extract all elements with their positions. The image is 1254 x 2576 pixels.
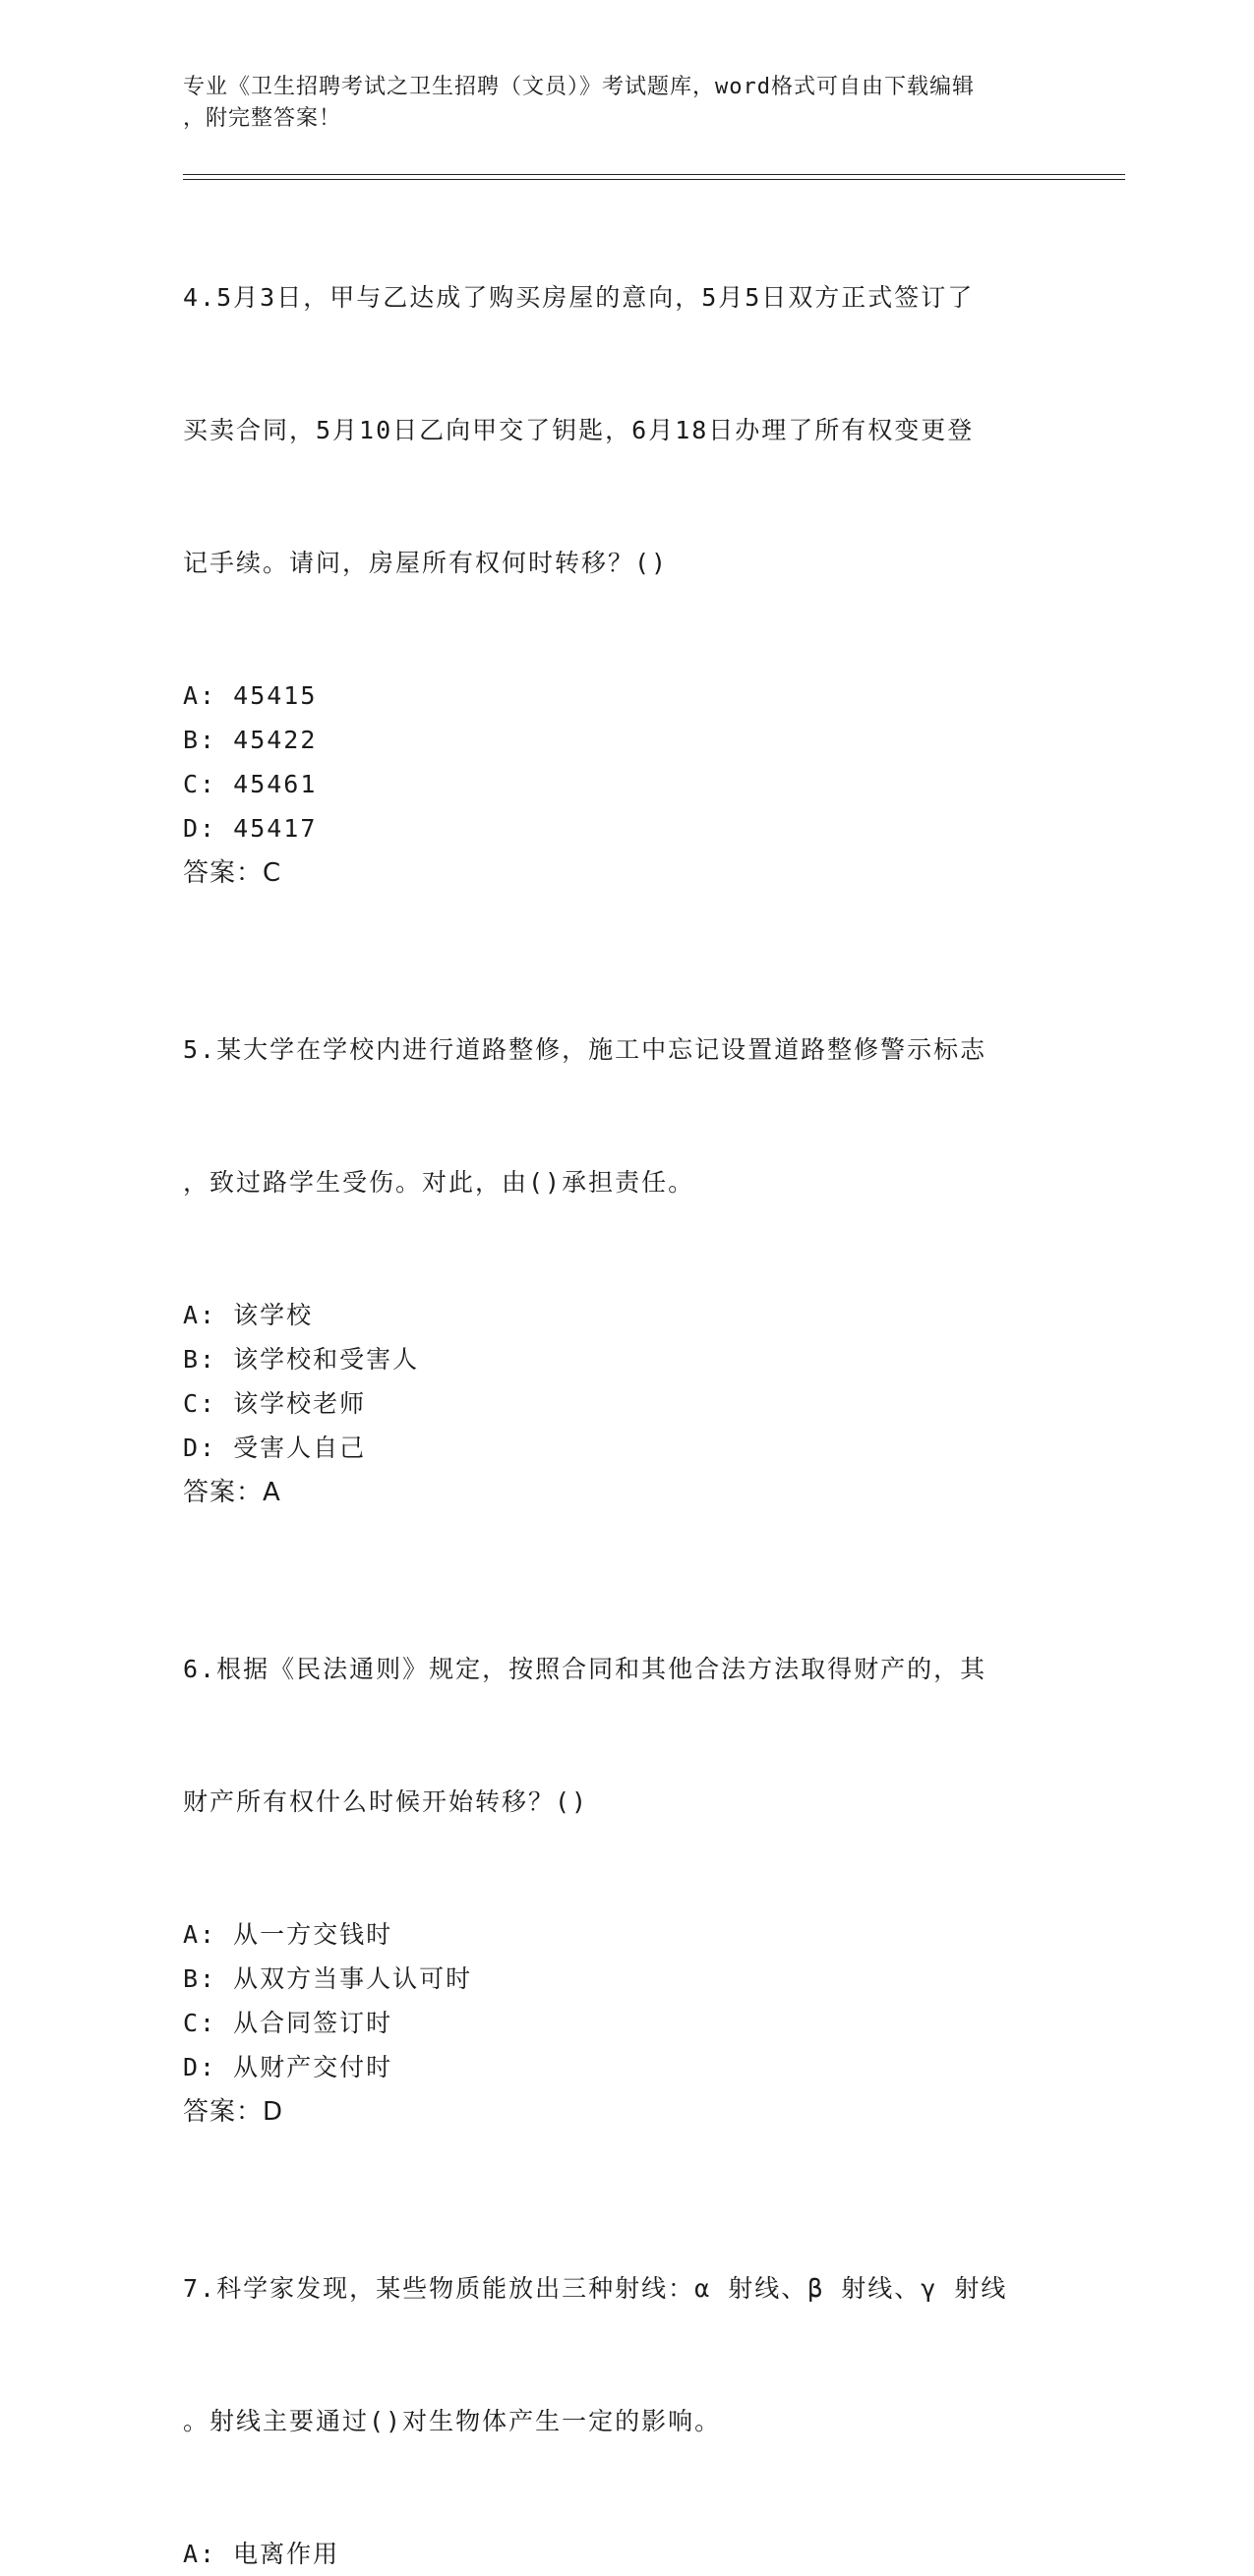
- answer-line: 答案：D: [183, 2097, 284, 2127]
- question-line: 记手续。请问，房屋所有权何时转移？(): [183, 549, 669, 577]
- option-a: A: 电离作用: [183, 2540, 340, 2568]
- document-header: [183, 72, 1048, 135]
- answer-line: 答案：A: [183, 1478, 281, 1507]
- header-divider-top: [183, 174, 1125, 175]
- header-line-1: 专业《卫生招聘考试之卫生招聘（文员）》考试题库，word格式可自由下载编辑: [183, 75, 975, 99]
- option-d: D: 受害人自己: [183, 1434, 367, 1462]
- option-b: B: 45422: [183, 726, 318, 754]
- option-a: A: 从一方交钱时: [183, 1920, 393, 1949]
- question-text: [183, 2178, 1068, 2532]
- option-c: C: 从合同签订时: [183, 2009, 393, 2037]
- question-item: [183, 2178, 1068, 2576]
- option-c: C: 该学校老师: [183, 1389, 367, 1418]
- option-d: D: 从财产交付时: [183, 2053, 393, 2081]
- question-item: [183, 939, 1068, 1515]
- question-line: 7.科学家发现，某些物质能放出三种射线：α 射线、β 射线、γ 射线: [183, 2274, 1008, 2303]
- spacer: [183, 2135, 1068, 2178]
- header-divider-bottom: [183, 179, 1125, 180]
- option-a: A: 45415: [183, 681, 318, 710]
- option-b: B: 从双方当事人认可时: [183, 1964, 473, 1993]
- question-text: [183, 1558, 1068, 1912]
- question-line: 买卖合同，5月10日乙向甲交了钥匙，6月18日办理了所有权变更登: [183, 416, 975, 444]
- question-line: 4.5月3日，甲与乙达成了购买房屋的意向，5月5日双方正式签订了: [183, 283, 975, 312]
- spacer: [183, 896, 1068, 939]
- question-line: 5.某大学在学校内进行道路整修，施工中忘记设置道路整修警示标志: [183, 1035, 987, 1064]
- option-b: B: 该学校和受害人: [183, 1345, 420, 1374]
- question-text: [183, 939, 1068, 1293]
- answer-line: 答案：C: [183, 858, 282, 888]
- question-item: [183, 187, 1068, 896]
- question-text: [183, 187, 1068, 673]
- question-line: 6.根据《民法通则》规定，按照合同和其他合法方法取得财产的，其: [183, 1655, 987, 1683]
- question-line: 。射线主要通过()对生物体产生一定的影响。: [183, 2407, 722, 2435]
- option-d: D: 45417: [183, 814, 318, 843]
- spacer: [183, 1515, 1068, 1558]
- option-c: C: 45461: [183, 770, 318, 798]
- question-line: 财产所有权什么时候开始转移？(): [183, 1787, 589, 1816]
- header-line-2: ，附完整答案！: [183, 106, 342, 131]
- option-a: A: 该学校: [183, 1301, 314, 1329]
- question-line: ，致过路学生受伤。对此，由()承担责任。: [183, 1168, 695, 1197]
- question-list: [183, 187, 1068, 2576]
- question-item: [183, 1558, 1068, 2135]
